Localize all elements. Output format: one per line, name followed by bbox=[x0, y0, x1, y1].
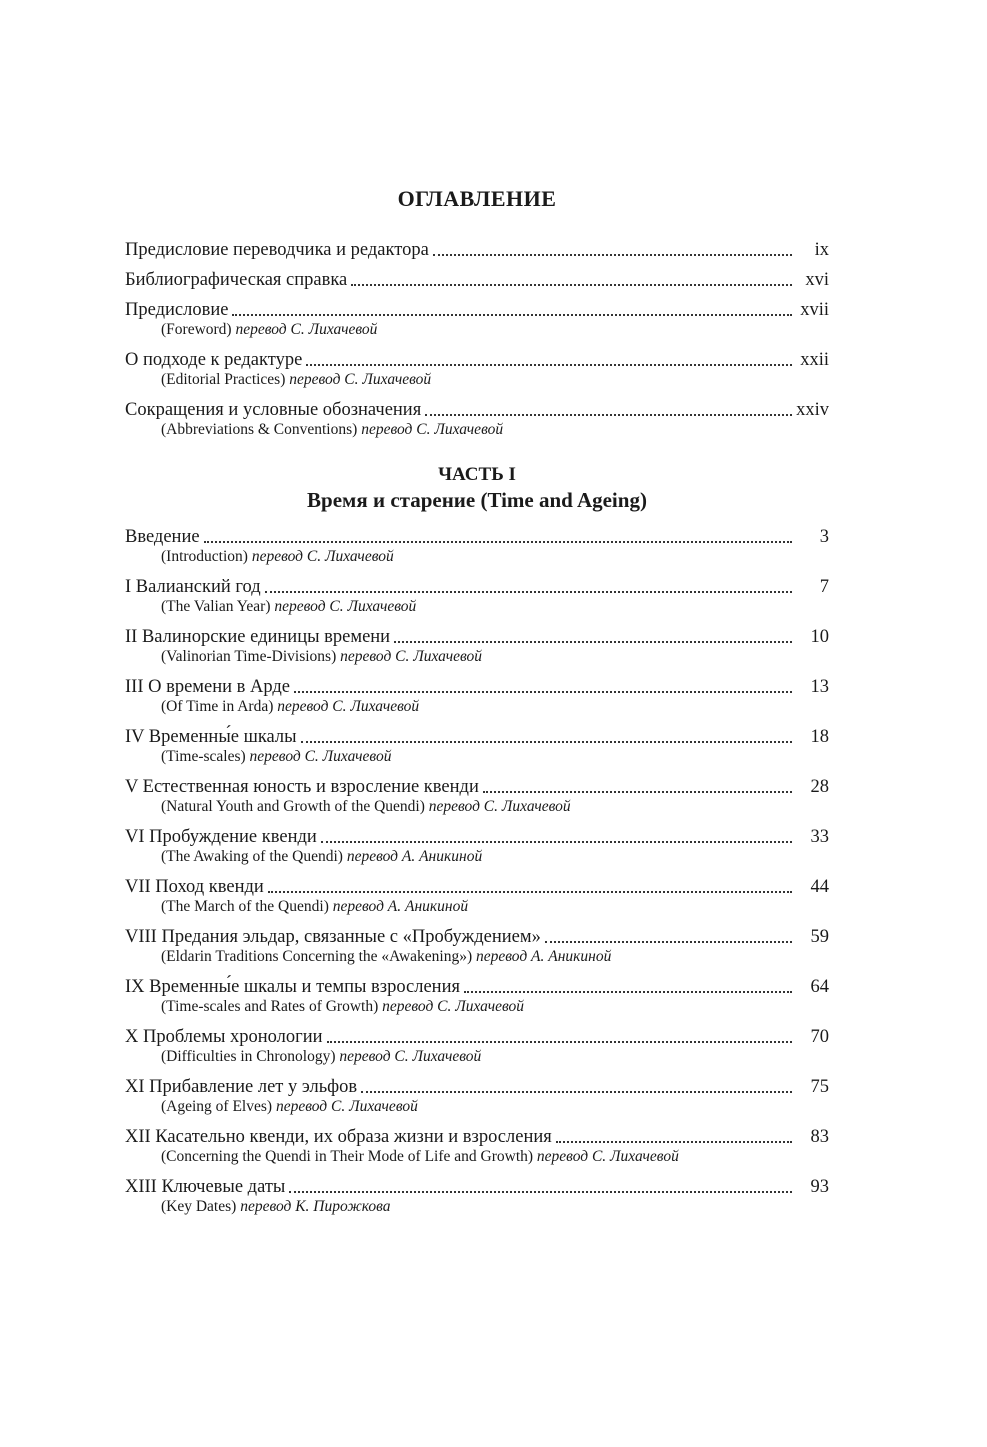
toc-line bbox=[125, 825, 829, 849]
toc-line bbox=[125, 348, 829, 372]
entry-subtitle bbox=[125, 797, 829, 817]
chapters-toc bbox=[125, 525, 829, 1225]
toc-line bbox=[125, 675, 829, 699]
toc-entry bbox=[125, 775, 829, 817]
original-title: (Time-scales and Rates of Growth) bbox=[161, 998, 379, 1015]
toc-line bbox=[125, 1025, 829, 1049]
dot-leader bbox=[265, 591, 792, 593]
entry-subtitle bbox=[125, 897, 829, 917]
entry-subtitle bbox=[125, 747, 829, 767]
dot-leader bbox=[268, 891, 792, 893]
translator: перевод С. Лихачевой bbox=[275, 1098, 418, 1115]
page-number: 28 bbox=[810, 777, 829, 797]
toc-line bbox=[125, 1175, 829, 1199]
translator: перевод С. Лихачевой bbox=[361, 421, 504, 438]
original-title: (Introduction) bbox=[161, 548, 248, 565]
translator: перевод К. Пирожкова bbox=[240, 1198, 391, 1215]
translator: перевод С. Лихачевой bbox=[339, 1048, 482, 1065]
entry-subtitle bbox=[125, 947, 829, 967]
original-title: (Concerning the Quendi in Their Mode of Life and Growth) bbox=[161, 1148, 534, 1165]
toc-line bbox=[125, 268, 829, 292]
dot-leader bbox=[433, 254, 792, 256]
original-title: (Ageing of Elves) bbox=[161, 1098, 273, 1115]
entry-subtitle bbox=[125, 697, 829, 717]
entry-title: IV Временны́е шкалы bbox=[125, 727, 297, 747]
toc-entry bbox=[125, 1075, 829, 1117]
translator: перевод С. Лихачевой bbox=[274, 598, 417, 615]
translator: перевод А. Аникиной bbox=[476, 948, 612, 965]
toc-entry bbox=[125, 238, 829, 262]
dot-leader bbox=[327, 1041, 792, 1043]
page-number: 59 bbox=[810, 927, 829, 947]
toc-line bbox=[125, 625, 829, 649]
translator: перевод С. Лихачевой bbox=[289, 371, 432, 388]
entry-subtitle bbox=[125, 997, 829, 1017]
toc-line bbox=[125, 525, 829, 549]
page-number: 33 bbox=[810, 827, 829, 847]
dot-leader bbox=[232, 314, 792, 316]
toc-entry bbox=[125, 825, 829, 867]
entry-title: XII Касательно квенди, их образа жизни и взросления bbox=[125, 1127, 552, 1147]
entry-title: II Валинорские единицы времени bbox=[125, 627, 391, 647]
page-number: 7 bbox=[819, 577, 829, 597]
translator: перевод С. Лихачевой bbox=[235, 321, 378, 338]
dot-leader bbox=[294, 691, 792, 693]
toc-entry bbox=[125, 298, 829, 340]
original-title: (Eldarin Traditions Concerning the «Awakening») bbox=[161, 948, 473, 965]
translator: перевод С. Лихачевой bbox=[249, 748, 392, 765]
entry-title: Библиографическая справка bbox=[125, 270, 348, 290]
entry-subtitle bbox=[125, 1097, 829, 1117]
page-number: 10 bbox=[810, 627, 829, 647]
entry-title: Введение bbox=[125, 527, 200, 547]
toc-entry bbox=[125, 1025, 829, 1067]
original-title: (Foreword) bbox=[161, 321, 232, 338]
original-title: (The Awaking of the Quendi) bbox=[161, 848, 343, 865]
page-number: xxiv bbox=[796, 400, 829, 420]
page-number: xvii bbox=[800, 300, 829, 320]
entry-subtitle bbox=[125, 647, 829, 667]
page-number: 13 bbox=[810, 677, 829, 697]
toc-line bbox=[125, 575, 829, 599]
toc-line bbox=[125, 238, 829, 262]
page-number: xvi bbox=[805, 270, 829, 290]
translator: перевод С. Лихачевой bbox=[428, 798, 571, 815]
toc-line bbox=[125, 775, 829, 799]
page-number: ix bbox=[814, 240, 829, 260]
original-title: (Valinorian Time-Divisions) bbox=[161, 648, 337, 665]
translator: перевод С. Лихачевой bbox=[277, 698, 420, 715]
toc-entry bbox=[125, 875, 829, 917]
dot-leader bbox=[321, 841, 792, 843]
original-title: (Abbreviations & Conventions) bbox=[161, 421, 358, 438]
entry-title: III О времени в Арде bbox=[125, 677, 290, 697]
entry-subtitle bbox=[125, 420, 829, 440]
toc-entry bbox=[125, 268, 829, 292]
dot-leader bbox=[204, 541, 792, 543]
entry-subtitle bbox=[125, 597, 829, 617]
entry-title: VII Поход квенди bbox=[125, 877, 264, 897]
dot-leader bbox=[556, 1141, 792, 1143]
original-title: (Time-scales) bbox=[161, 748, 246, 765]
dot-leader bbox=[306, 364, 792, 366]
translator: перевод А. Аникиной bbox=[332, 898, 469, 915]
part-title: Время и старение (Time and Ageing) bbox=[307, 488, 647, 512]
translator: перевод С. Лихачевой bbox=[536, 1148, 679, 1165]
entry-subtitle bbox=[125, 547, 829, 567]
toc-entry bbox=[125, 1125, 829, 1167]
page-number: 3 bbox=[819, 527, 829, 547]
dot-leader bbox=[394, 641, 792, 643]
toc-line bbox=[125, 725, 829, 749]
original-title: (Of Time in Arda) bbox=[161, 698, 274, 715]
entry-subtitle bbox=[125, 1147, 829, 1167]
translator: перевод С. Лихачевой bbox=[340, 648, 483, 665]
entry-subtitle bbox=[125, 1047, 829, 1067]
entry-title: XI Прибавление лет у эльфов bbox=[125, 1077, 358, 1097]
page-number: xxii bbox=[800, 350, 829, 370]
page-number: 93 bbox=[810, 1177, 829, 1197]
toc-entry bbox=[125, 625, 829, 667]
toc-entry bbox=[125, 575, 829, 617]
dot-leader bbox=[464, 991, 792, 993]
toc-entry bbox=[125, 975, 829, 1017]
toc-entry bbox=[125, 398, 829, 440]
toc-entry bbox=[125, 675, 829, 717]
toc-line bbox=[125, 298, 829, 322]
page-title: ОГЛАВЛЕНИЕ bbox=[397, 186, 557, 211]
entry-subtitle bbox=[125, 847, 829, 867]
original-title: (The Valian Year) bbox=[161, 598, 271, 615]
dot-leader bbox=[545, 941, 792, 943]
toc-line bbox=[125, 925, 829, 949]
toc-line bbox=[125, 1125, 829, 1149]
part-number: ЧАСТЬ I bbox=[438, 464, 516, 485]
toc-entry bbox=[125, 1175, 829, 1217]
original-title: (Natural Youth and Growth of the Quendi) bbox=[161, 798, 425, 815]
toc-entry bbox=[125, 725, 829, 767]
translator: перевод С. Лихачевой bbox=[251, 548, 394, 565]
entry-title: X Проблемы хронологии bbox=[125, 1027, 323, 1047]
toc-line bbox=[125, 398, 829, 422]
entry-title: О подходе к редактуре bbox=[125, 350, 303, 370]
front-matter-toc bbox=[125, 238, 829, 448]
page-number: 18 bbox=[810, 727, 829, 747]
original-title: (Key Dates) bbox=[161, 1198, 237, 1215]
entry-title: VIII Предания эльдар, связанные с «Пробуждением» bbox=[125, 927, 541, 947]
toc-entry bbox=[125, 925, 829, 967]
toc-entry bbox=[125, 525, 829, 567]
entry-title: Предисловие bbox=[125, 300, 229, 320]
original-title: (Difficulties in Chronology) bbox=[161, 1048, 336, 1065]
entry-title: XIII Ключевые даты bbox=[125, 1177, 286, 1197]
entry-title: Предисловие переводчика и редактора bbox=[125, 240, 429, 260]
entry-title: Сокращения и условные обозначения bbox=[125, 400, 422, 420]
original-title: (Editorial Practices) bbox=[161, 371, 286, 388]
dot-leader bbox=[351, 284, 792, 286]
entry-title: V Естественная юность и взросление квенди bbox=[125, 777, 479, 797]
entry-subtitle bbox=[125, 370, 829, 390]
dot-leader bbox=[483, 791, 792, 793]
entry-subtitle bbox=[125, 320, 829, 340]
translator: перевод С. Лихачевой bbox=[382, 998, 525, 1015]
page-number: 64 bbox=[810, 977, 829, 997]
page-number: 70 bbox=[810, 1027, 829, 1047]
dot-leader bbox=[361, 1091, 792, 1093]
toc-line bbox=[125, 1075, 829, 1099]
original-title: (The March of the Quendi) bbox=[161, 898, 329, 915]
entry-title: I Валианский год bbox=[125, 577, 261, 597]
page-number: 44 bbox=[810, 877, 829, 897]
dot-leader bbox=[289, 1191, 792, 1193]
dot-leader bbox=[301, 741, 792, 743]
entry-subtitle bbox=[125, 1197, 829, 1217]
toc-entry bbox=[125, 348, 829, 390]
entry-title: IX Временны́е шкалы и темпы взросления bbox=[125, 977, 460, 997]
toc-line bbox=[125, 875, 829, 899]
page-number: 83 bbox=[810, 1127, 829, 1147]
entry-title: VI Пробуждение квенди bbox=[125, 827, 317, 847]
toc-line bbox=[125, 975, 829, 999]
translator: перевод А. Аникиной bbox=[346, 848, 483, 865]
dot-leader bbox=[425, 414, 792, 416]
page-number: 75 bbox=[810, 1077, 829, 1097]
